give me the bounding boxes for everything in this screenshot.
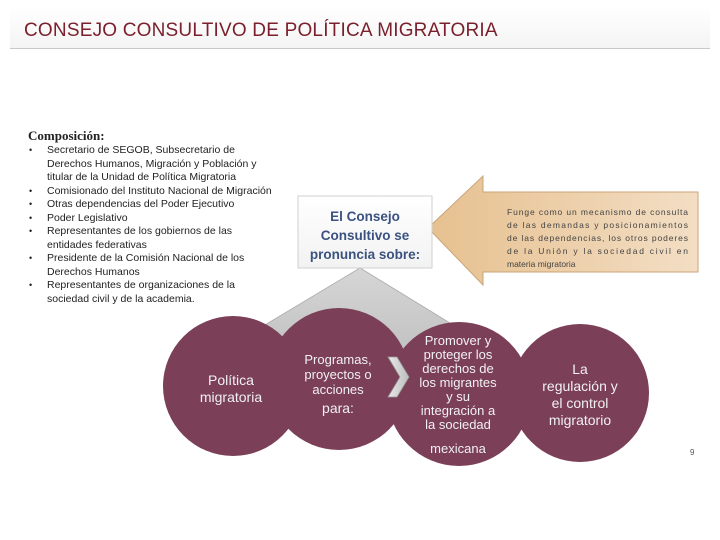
composition-item: • Poder Legislativo [28, 212, 278, 226]
circle-programas-label: para: [322, 400, 354, 416]
circle-politica-label: migratoria [199, 389, 263, 405]
callout-line: Funge como un mecanismo de consulta [507, 207, 688, 217]
center-box-line: pronuncia sobre: [309, 247, 421, 262]
callout-line: de la Unión y la sociedad civil en [507, 246, 688, 256]
center-box-line: El Consejo [330, 209, 400, 224]
page-number: 9 [690, 448, 695, 457]
callout-line: de las dependencias, los otros poderes [507, 233, 688, 243]
circle-programas-label: proyectos o [304, 367, 372, 382]
composition-item: • Secretario de SEGOB, Subsecretario de Derechos Humanos, Migración y Población y titular de la Unidad de Política Migratoria [28, 144, 278, 185]
circle-regulacion-label: migratorio [548, 412, 612, 428]
circle-programas-label: Programas, [304, 352, 372, 367]
circle-derechos-label: Promover y [424, 333, 492, 348]
composition-item: • Otras dependencias del Poder Ejecutivo [28, 198, 278, 212]
composition-heading: Composición: [28, 128, 105, 143]
circle-programas-label: acciones [312, 382, 364, 397]
circle-regulacion-label: el control [551, 395, 609, 411]
composition-item: • Comisionado del Instituto Nacional de Migración [28, 185, 278, 199]
callout-line: materia migratoria [507, 259, 576, 269]
composition-item: • Representantes de organizaciones de la sociedad civil y de la academia. [28, 279, 278, 306]
circle-derechos-label: derechos de [422, 361, 494, 376]
circle-derechos-label: proteger los [423, 347, 493, 362]
circle-derechos-label: los migrantes [419, 375, 497, 390]
slide-title: CONSEJO CONSULTIVO DE POLÍTICA MIGRATORIA [24, 20, 498, 41]
callout-line: de las demandas y posicionamientos [507, 220, 688, 230]
circle-derechos-label: mexicana [430, 441, 486, 456]
composition-item: • Representantes de los gobiernos de las entidades federativas [28, 225, 278, 252]
circle-derechos-label: y su [446, 389, 470, 404]
circle-regulacion-label: La [572, 361, 588, 377]
circle-derechos-label: integración a [420, 403, 496, 418]
circle-derechos-label: la sociedad [425, 417, 491, 432]
composition-item: • Presidente de la Comisión Nacional de los Derechos Humanos [28, 252, 278, 279]
circle-regulacion-label: regulación y [542, 378, 618, 394]
circle-politica-label: Política [208, 372, 254, 388]
center-box-line: Consultivo se [320, 228, 410, 243]
